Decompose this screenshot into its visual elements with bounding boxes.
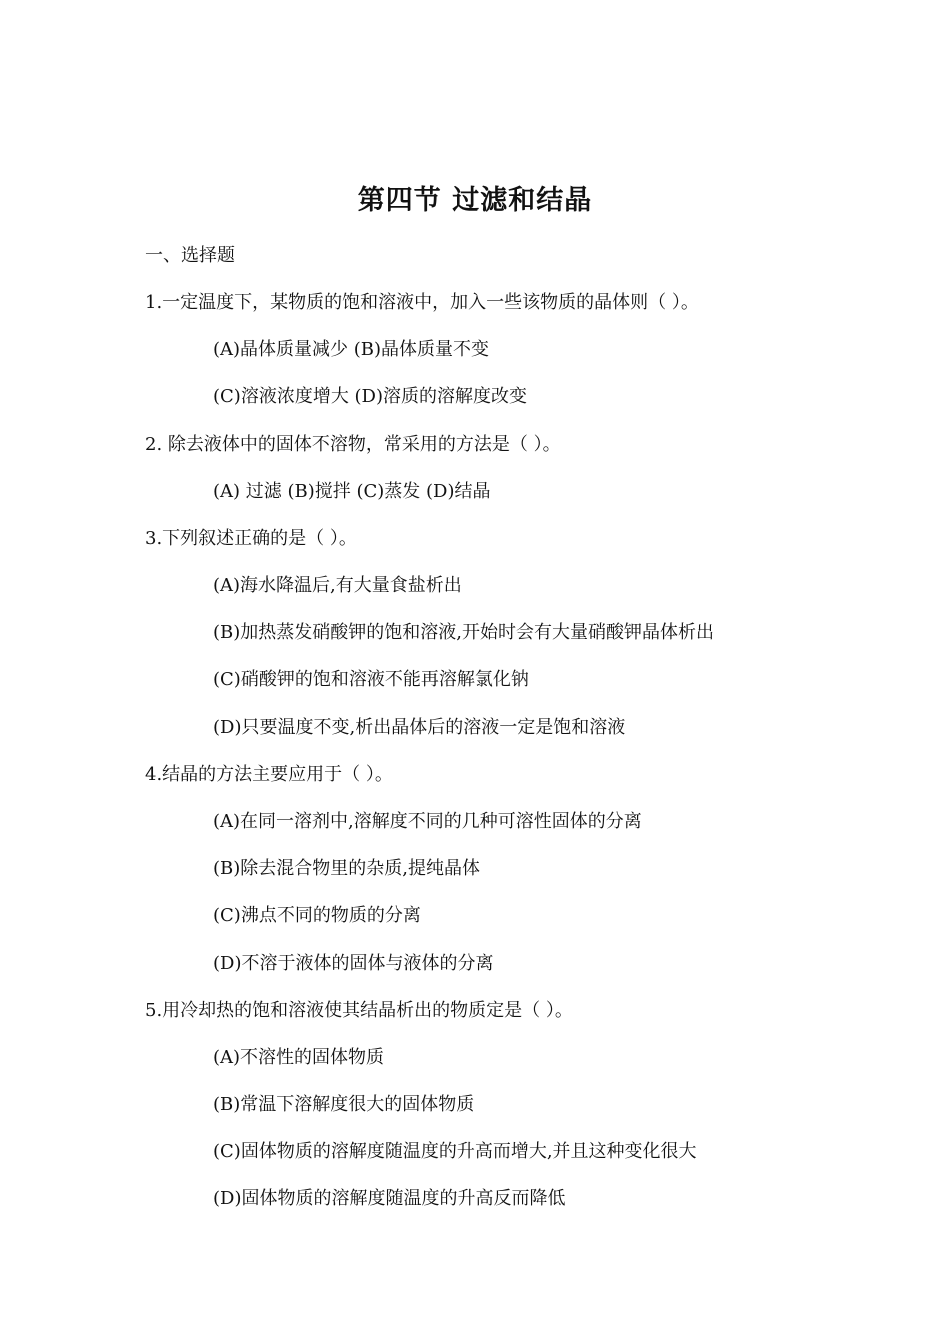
question-5-option-d: (D)固体物质的溶解度随温度的升高反而降低 bbox=[213, 1188, 566, 1209]
question-4-option-c: (C)沸点不同的物质的分离 bbox=[213, 905, 421, 926]
question-3-option-b: (B)加热蒸发硝酸钾的饱和溶液,开始时会有大量硝酸钾晶体析出 bbox=[213, 622, 714, 643]
question-1-stem: 1.一定温度下，某物质的饱和溶液中，加入一些该物质的晶体则（ ）。 bbox=[145, 292, 699, 313]
section-heading: 一、选择题 bbox=[145, 245, 235, 266]
question-3-option-a: (A)海水降温后,有大量食盐析出 bbox=[213, 575, 462, 596]
question-3-option-d: (D)只要温度不变,析出晶体后的溶液一定是饱和溶液 bbox=[213, 717, 626, 738]
question-2-options: (A) 过滤 (B)搅拌 (C)蒸发 (D)结晶 bbox=[213, 481, 491, 502]
question-3-option-c: (C)硝酸钾的饱和溶液不能再溶解氯化钠 bbox=[213, 669, 529, 690]
question-4-option-b: (B)除去混合物里的杂质,提纯晶体 bbox=[213, 858, 480, 879]
question-5-option-c: (C)固体物质的溶解度随温度的升高而增大,并且这种变化很大 bbox=[213, 1141, 697, 1162]
question-4-option-a: (A)在同一溶剂中,溶解度不同的几种可溶性固体的分离 bbox=[213, 811, 642, 832]
question-4-stem: 4.结晶的方法主要应用于（ ）。 bbox=[145, 764, 393, 785]
question-5-option-a: (A)不溶性的固体物质 bbox=[213, 1047, 385, 1068]
question-4-option-d: (D)不溶于液体的固体与液体的分离 bbox=[213, 953, 494, 974]
question-5-stem: 5.用冷却热的饱和溶液使其结晶析出的物质定是（ ）。 bbox=[145, 1000, 573, 1021]
page-title: 第四节 过滤和结晶 bbox=[357, 185, 593, 216]
question-1-options-ab: (A)晶体质量减少 (B)晶体质量不变 bbox=[213, 339, 490, 360]
question-2-stem: 2. 除去液体中的固体不溶物，常采用的方法是（ ）。 bbox=[145, 434, 561, 455]
question-5-option-b: (B)常温下溶解度很大的固体物质 bbox=[213, 1094, 475, 1115]
question-1-options-cd: (C)溶液浓度增大 (D)溶质的溶解度改变 bbox=[213, 386, 528, 407]
question-3-stem: 3.下列叙述正确的是（ ）。 bbox=[145, 528, 357, 549]
